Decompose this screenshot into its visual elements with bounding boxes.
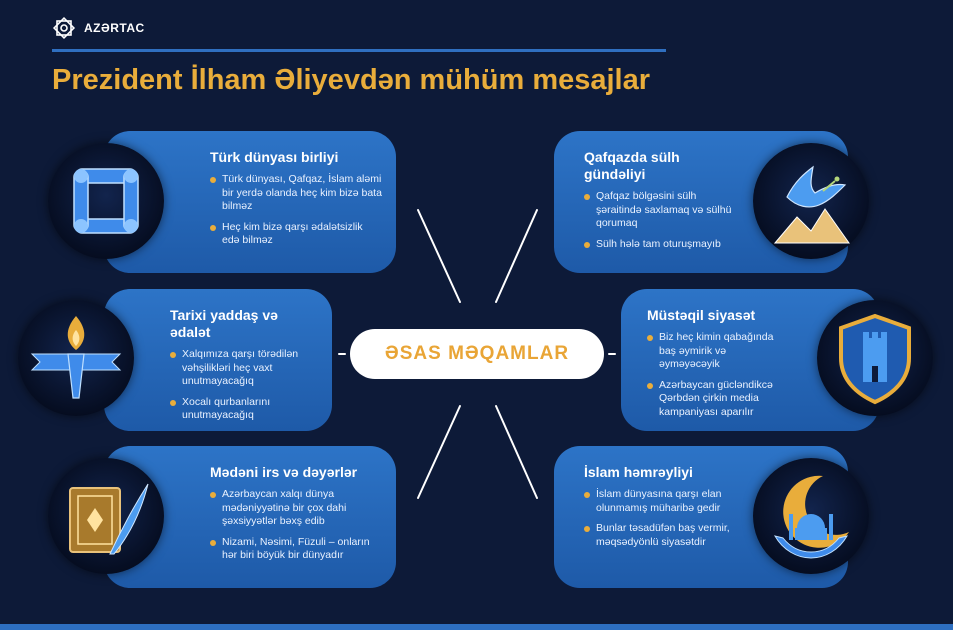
card-bullet: Biz heç kimin qabağında baş əymirik və əyməyəcəyik [647, 331, 783, 372]
header-divider [52, 49, 666, 52]
card-title: Türk dünyası birliyi [210, 149, 339, 165]
card-title: Mədəni irs və dəyərlər [210, 464, 358, 480]
card-bullet: Azərbaycan gücləndikcə Qərbdən çirkin media kampaniyası aparılır [647, 379, 783, 420]
card-bullet: Qafqaz bölgəsini sülh şəraitində saxlamaq və sülhü qorumaq [584, 190, 738, 231]
footer-bar [0, 624, 953, 630]
brand-logo [52, 16, 145, 40]
card-historical-memory [104, 289, 332, 431]
card-bullet: Heç kim bizə qarşı ədalətsizlik edə bilməz [210, 221, 382, 248]
book-quill-icon [48, 458, 164, 574]
card-title: İslam həmrəyliyi [584, 464, 693, 480]
card-bullet: İslam dünyasına qarşı elan olunmamış müharibə gedir [584, 488, 738, 515]
card-bullet: Xalqımıza qarşı törədilən vəhşilikləri heç vaxt unutmayacağıq [170, 348, 318, 389]
card-bullet: Türk dünyası, Qafqaz, İslam aləmi bir yerdə olanda heç kim bizə bata bilməz [210, 173, 382, 214]
card-bullet: Sülh hələ tam oturuşmayıb [584, 238, 738, 252]
dove-icon [753, 143, 869, 259]
page-title: Prezident İlham Əliyevdən mühüm mesajlar [52, 64, 651, 96]
torch-icon [18, 300, 134, 416]
mosque-crescent-icon [753, 458, 869, 574]
center-label: ƏSAS MƏQAMLAR [350, 329, 604, 379]
card-bullet: Nizami, Nəsimi, Füzuli – onların hər biri böyük bir dünyadır [210, 536, 382, 563]
joined-hands-icon [48, 143, 164, 259]
shield-icon [817, 300, 933, 416]
brand-name: AZƏRTAC [84, 21, 145, 35]
card-title: Tarixi yaddaş və ədalət [170, 307, 278, 340]
card-bullet: Xocalı qurbanlarını unutmayacağıq [170, 396, 318, 423]
card-bullet: Bunlar təsadüfən baş vermir, məqsədyönlü siyasətdir [584, 522, 738, 549]
card-title: Müstəqil siyasət [647, 307, 756, 323]
azertac-emblem-icon [52, 16, 76, 40]
card-bullet: Azərbaycan xalqı dünya mədəniyyətinə bir çox dahi şəxsiyyətlər bəxş edib [210, 488, 382, 529]
card-title: Qafqazda sülh gündəliyi [584, 149, 680, 182]
